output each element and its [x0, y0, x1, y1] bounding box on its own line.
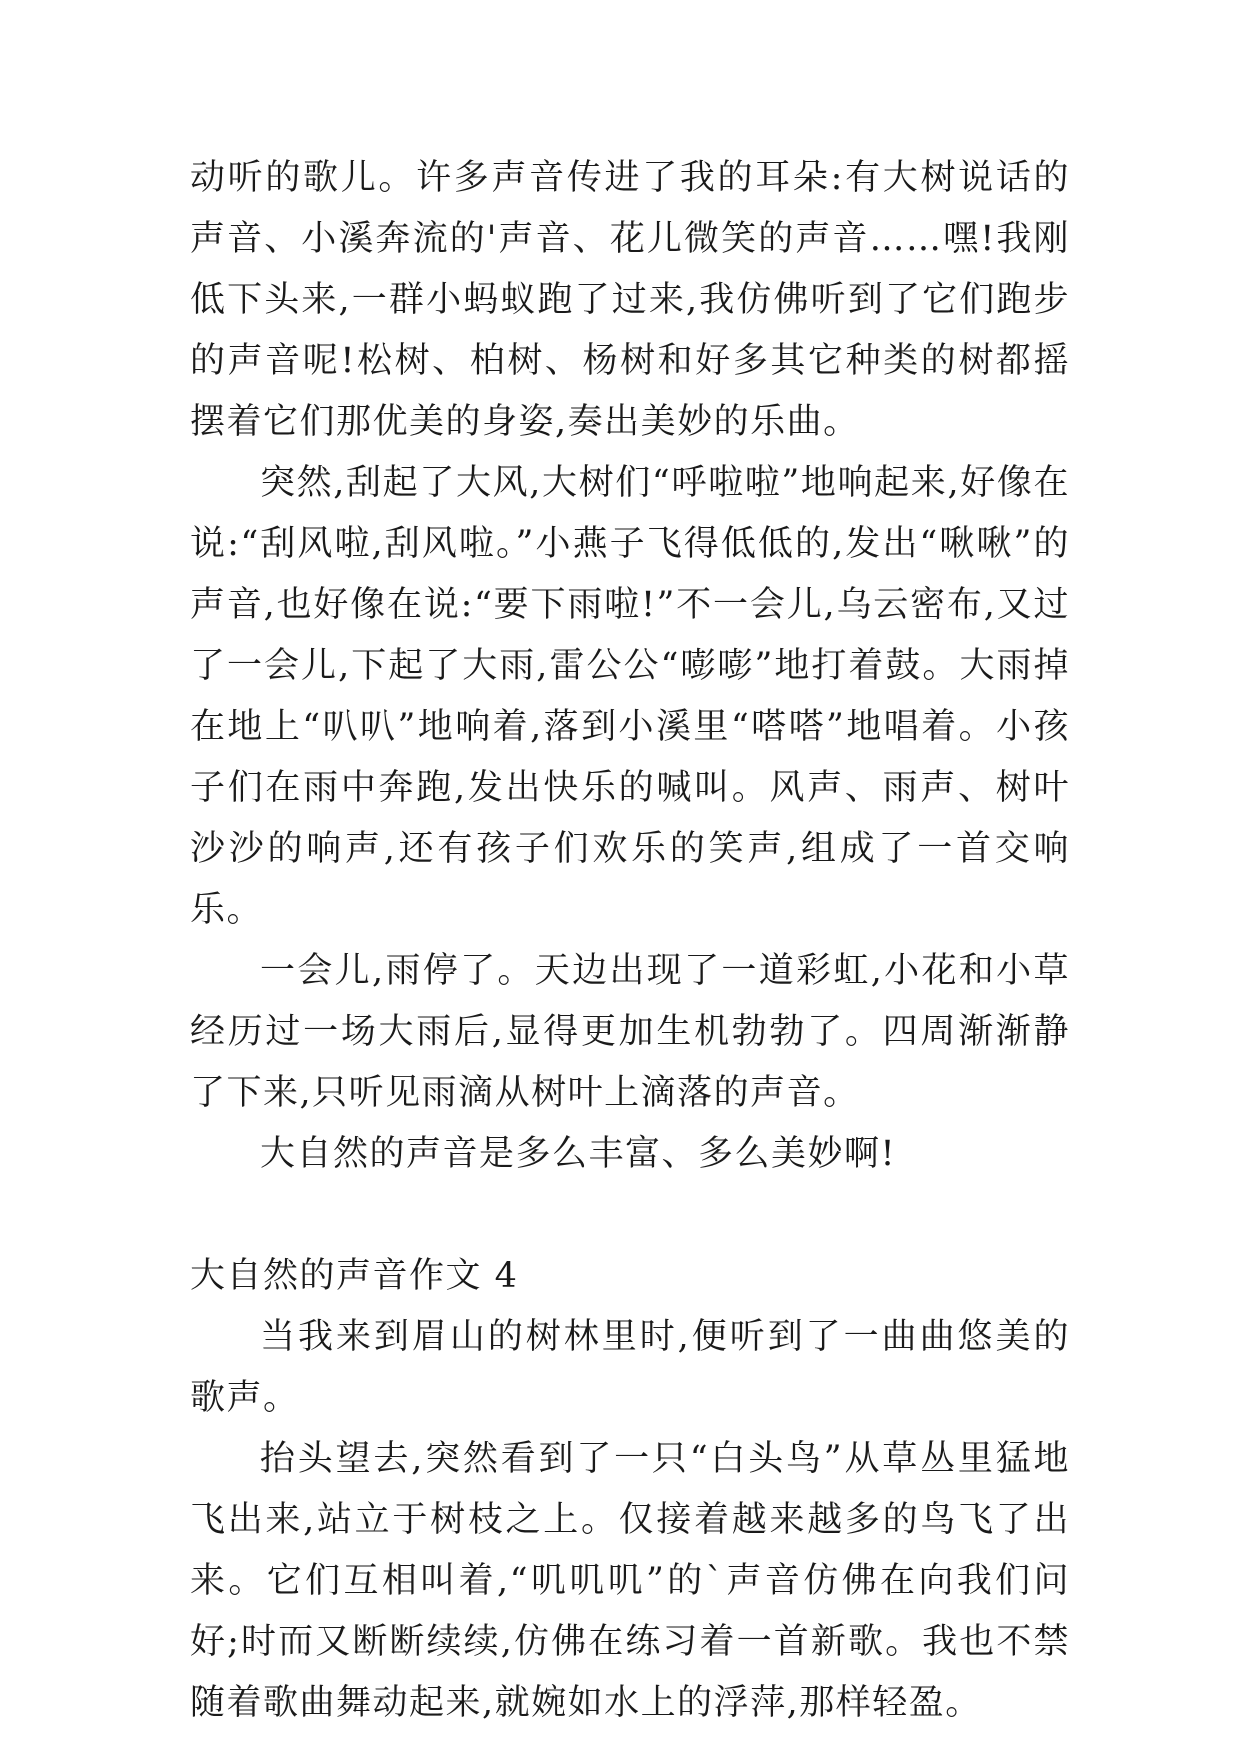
section-heading: 大自然的声音作文 4	[190, 1256, 519, 1296]
document-body	[190, 148, 1070, 1734]
paragraph-conclusion: 大自然的声音是多么丰富、多么美妙啊!	[260, 1134, 897, 1174]
paragraph-rain-stops: 一会儿,雨停了。天边出现了一道彩虹,小花和小草经历过一场大雨后,显得更加生机勃勃了。四周渐渐静了下来,只听见雨滴从树叶上滴落的声音。	[190, 951, 1070, 1113]
section-paragraph-birds: 抬头望去,突然看到了一只“白头鸟”从草丛里猛地飞出来,站立于树枝之上。仅接着越来越多的鸟飞了出来。它们互相叫着,“叽叽叽”的`声音仿佛在向我们问好;时而又断断续续,仿佛在练习着一首新歌。我也不禁随着歌曲舞动起来,就婉如水上的浮萍,那样轻盈。	[190, 1439, 1070, 1723]
paragraph-storm: 突然,刮起了大风,大树们“呼啦啦”地响起来,好像在说:“刮风啦,刮风啦。”小燕子飞得低低的,发出“啾啾”的声音,也好像在说:“要下雨啦!”不一会儿,乌云密布,又过了一会儿,下起了大雨,雷公公“嘭嘭”地打着鼓。大雨掉在地上“叭叭”地响着,落到小溪里“嗒嗒”地唱着。小孩子们在雨中奔跑,发出快乐的喊叫。风声、雨声、树叶沙沙的响声,还有孩子们欢乐的笑声,组成了一首交响乐。	[190, 463, 1070, 930]
section-paragraph-intro: 当我来到眉山的树林里时,便听到了一曲曲悠美的歌声。	[190, 1317, 1070, 1418]
paragraph-continued: 动听的歌儿。许多声音传进了我的耳朵:有大树说话的声音、小溪奔流的'声音、花儿微笑的声音……嘿!我刚低下头来,一群小蚂蚁跑了过来,我仿佛听到了它们跑步的声音呢!松树、柏树、杨树和好多其它种类的树都摇摆着它们那优美的身姿,奏出美妙的乐曲。	[190, 158, 1070, 442]
section-spacer	[190, 1185, 1070, 1246]
